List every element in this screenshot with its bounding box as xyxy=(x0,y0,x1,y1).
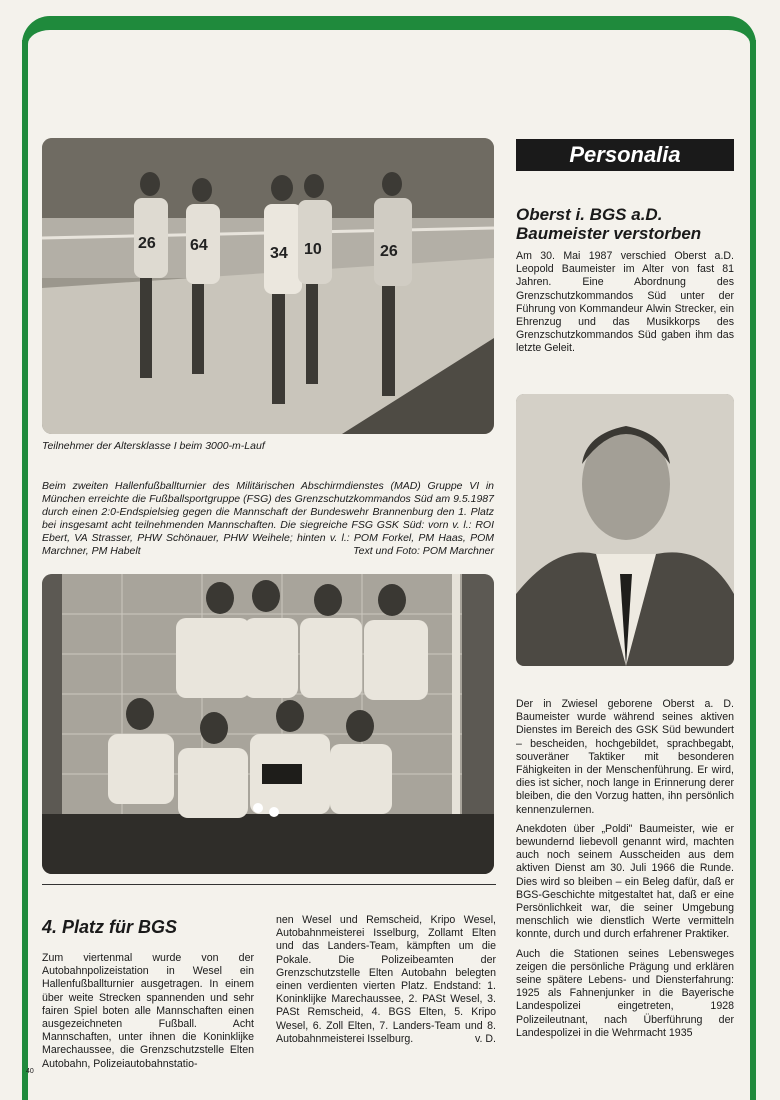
bib-label: 34 xyxy=(270,245,288,262)
obituary-headline: Oberst i. BGS a.D. Baumeister verstorben xyxy=(516,205,702,243)
football-caption: Beim zweiten Hallenfußballturnier des Militärischen Abschirmdienstes (MAD) Gruppe VI in München erreichte die Fußballsportgruppe (FSG) des Grenzschutzkommandos Süd am 9.5.1987 durch einen 2:0-Endspielsieg gegen die Mannschaft der Bundeswehr Brannenburg den 1. Platz bei insgesamt acht teilnehmenden Mannschaften. Die siegreiche FSG GSK Süd: vorn v. l.: ROI Ebert, VA Strasser, PHW Schönauer, PHW Weihele; hinten v. l.: POM Forkel, PM Haas, POM Marchner, PM Habelt xyxy=(42,480,494,557)
page-number: 40 xyxy=(26,1068,34,1075)
page-frame-left xyxy=(22,40,28,1100)
article-column-2-text: nen Wesel und Remscheid, Kripo Wesel, Autobahnmeisterei Isselburg, Zollamt Elten und das Landers-Team, kämpften um die Pokale. Die Polizeibeamten der Grenzschutzstelle Elten Autobahn belegten einen verdienten vierten Platz. Endstand: 1. Koninklijke Marechaussee, 2. PASt Wesel, 3. PASt Remscheid, 4. BGS Elten, 5. Kripo Wesel, 6. Zoll Elten, 7. Landers-Team und 8. Autobahnmeisterei Isselburg. xyxy=(276,914,496,1045)
obituary-body xyxy=(516,698,734,1046)
football-team-photo xyxy=(42,574,494,874)
article-column-1: Zum viertenmal wurde von der Autobahnpolizeistation in Wesel ein Hallenfußballturnier ausgetragen. In einem über weite Strecken spannenden und sehr fairen Spiel boten alle Mannschaften einen ausgezeichneten Fußball. Acht Mannschaften, unter ihnen die Koninklijke Marechaussee, die Grenzschutzstelle Elten Autobahn, Polizeiautobahnstatio- xyxy=(42,952,254,1070)
article-headline: 4. Platz für BGS xyxy=(42,917,178,937)
runners-photo xyxy=(42,138,494,434)
photo-credit: Text und Foto: POM Marchner xyxy=(353,545,494,557)
bib-label: 64 xyxy=(190,237,208,254)
obituary-paragraph: Anekdoten über „Poldi" Baumeister, wie er bewundernd liebevoll genannt wird, machten auch noch seinem Ausscheiden aus dem aktiven Dienst am 30. Juli 1966 die Runde. Dies wird so bleiben – ein Beleg dafür, daß er BGS-Geschichte mitgestaltet hat, daß er eine Persönlichkeit war, die seiner Umgebung menschlich wie dienstlich Werte vermitteln konnte, durch und durch erfahrener Praktiker. xyxy=(516,822,734,941)
portrait-photo xyxy=(516,394,734,666)
bib-label: 10 xyxy=(304,241,322,258)
section-divider xyxy=(42,884,496,885)
article-signature: v. D. xyxy=(475,1032,496,1045)
obituary-paragraph: Der in Zwiesel geborene Oberst a. D. Baumeister wurde während seines aktiven Dienstes im Bereich des GSK Süd bewundert – bescheiden, hochgebildet, sprachbegabt, souveräner Taktiker mit besonderen Fähigkeiten in der Menschenführung. Er wird, dies ist sicher, noch lange in Erinnerung derer bleiben, die den Vorzug hatten, ihn persönlich kennenzulernen. xyxy=(516,698,734,816)
section-header: Personalia xyxy=(516,139,734,171)
page-frame-top xyxy=(22,16,756,56)
runners-caption: Teilnehmer der Altersklasse I beim 3000-m-Lauf xyxy=(42,440,265,452)
obituary-intro: Am 30. Mai 1987 verschied Oberst a.D. Leopold Baumeister im Alter von fast 81 Jahren. Eine Abordnung des Grenzschutzkommandos Süd unter der Führung von Kommandeur Alwin Strecker, ein Ehrenzug und das Musikkorps des Grenzschutzkommandos Süd gaben ihm das letzte Geleit. xyxy=(516,250,734,355)
obituary-paragraph: Auch die Stationen seines Lebensweges zeigen die persönliche Prägung und erklären seine spätere Lebens- und Diensterfahrung: 1925 als Fahnenjunker in die Bayerische Landespolizei eingetreten, 1928 Polizeileutnant, nach Überführung der Landespolizei in die Wehrmacht 1935 xyxy=(516,947,734,1039)
bib-label: 26 xyxy=(138,235,156,252)
football-caption-block xyxy=(42,480,494,558)
bib-label: 26 xyxy=(380,243,398,260)
article-column-2 xyxy=(276,914,496,1046)
page-frame-right xyxy=(750,40,756,1100)
